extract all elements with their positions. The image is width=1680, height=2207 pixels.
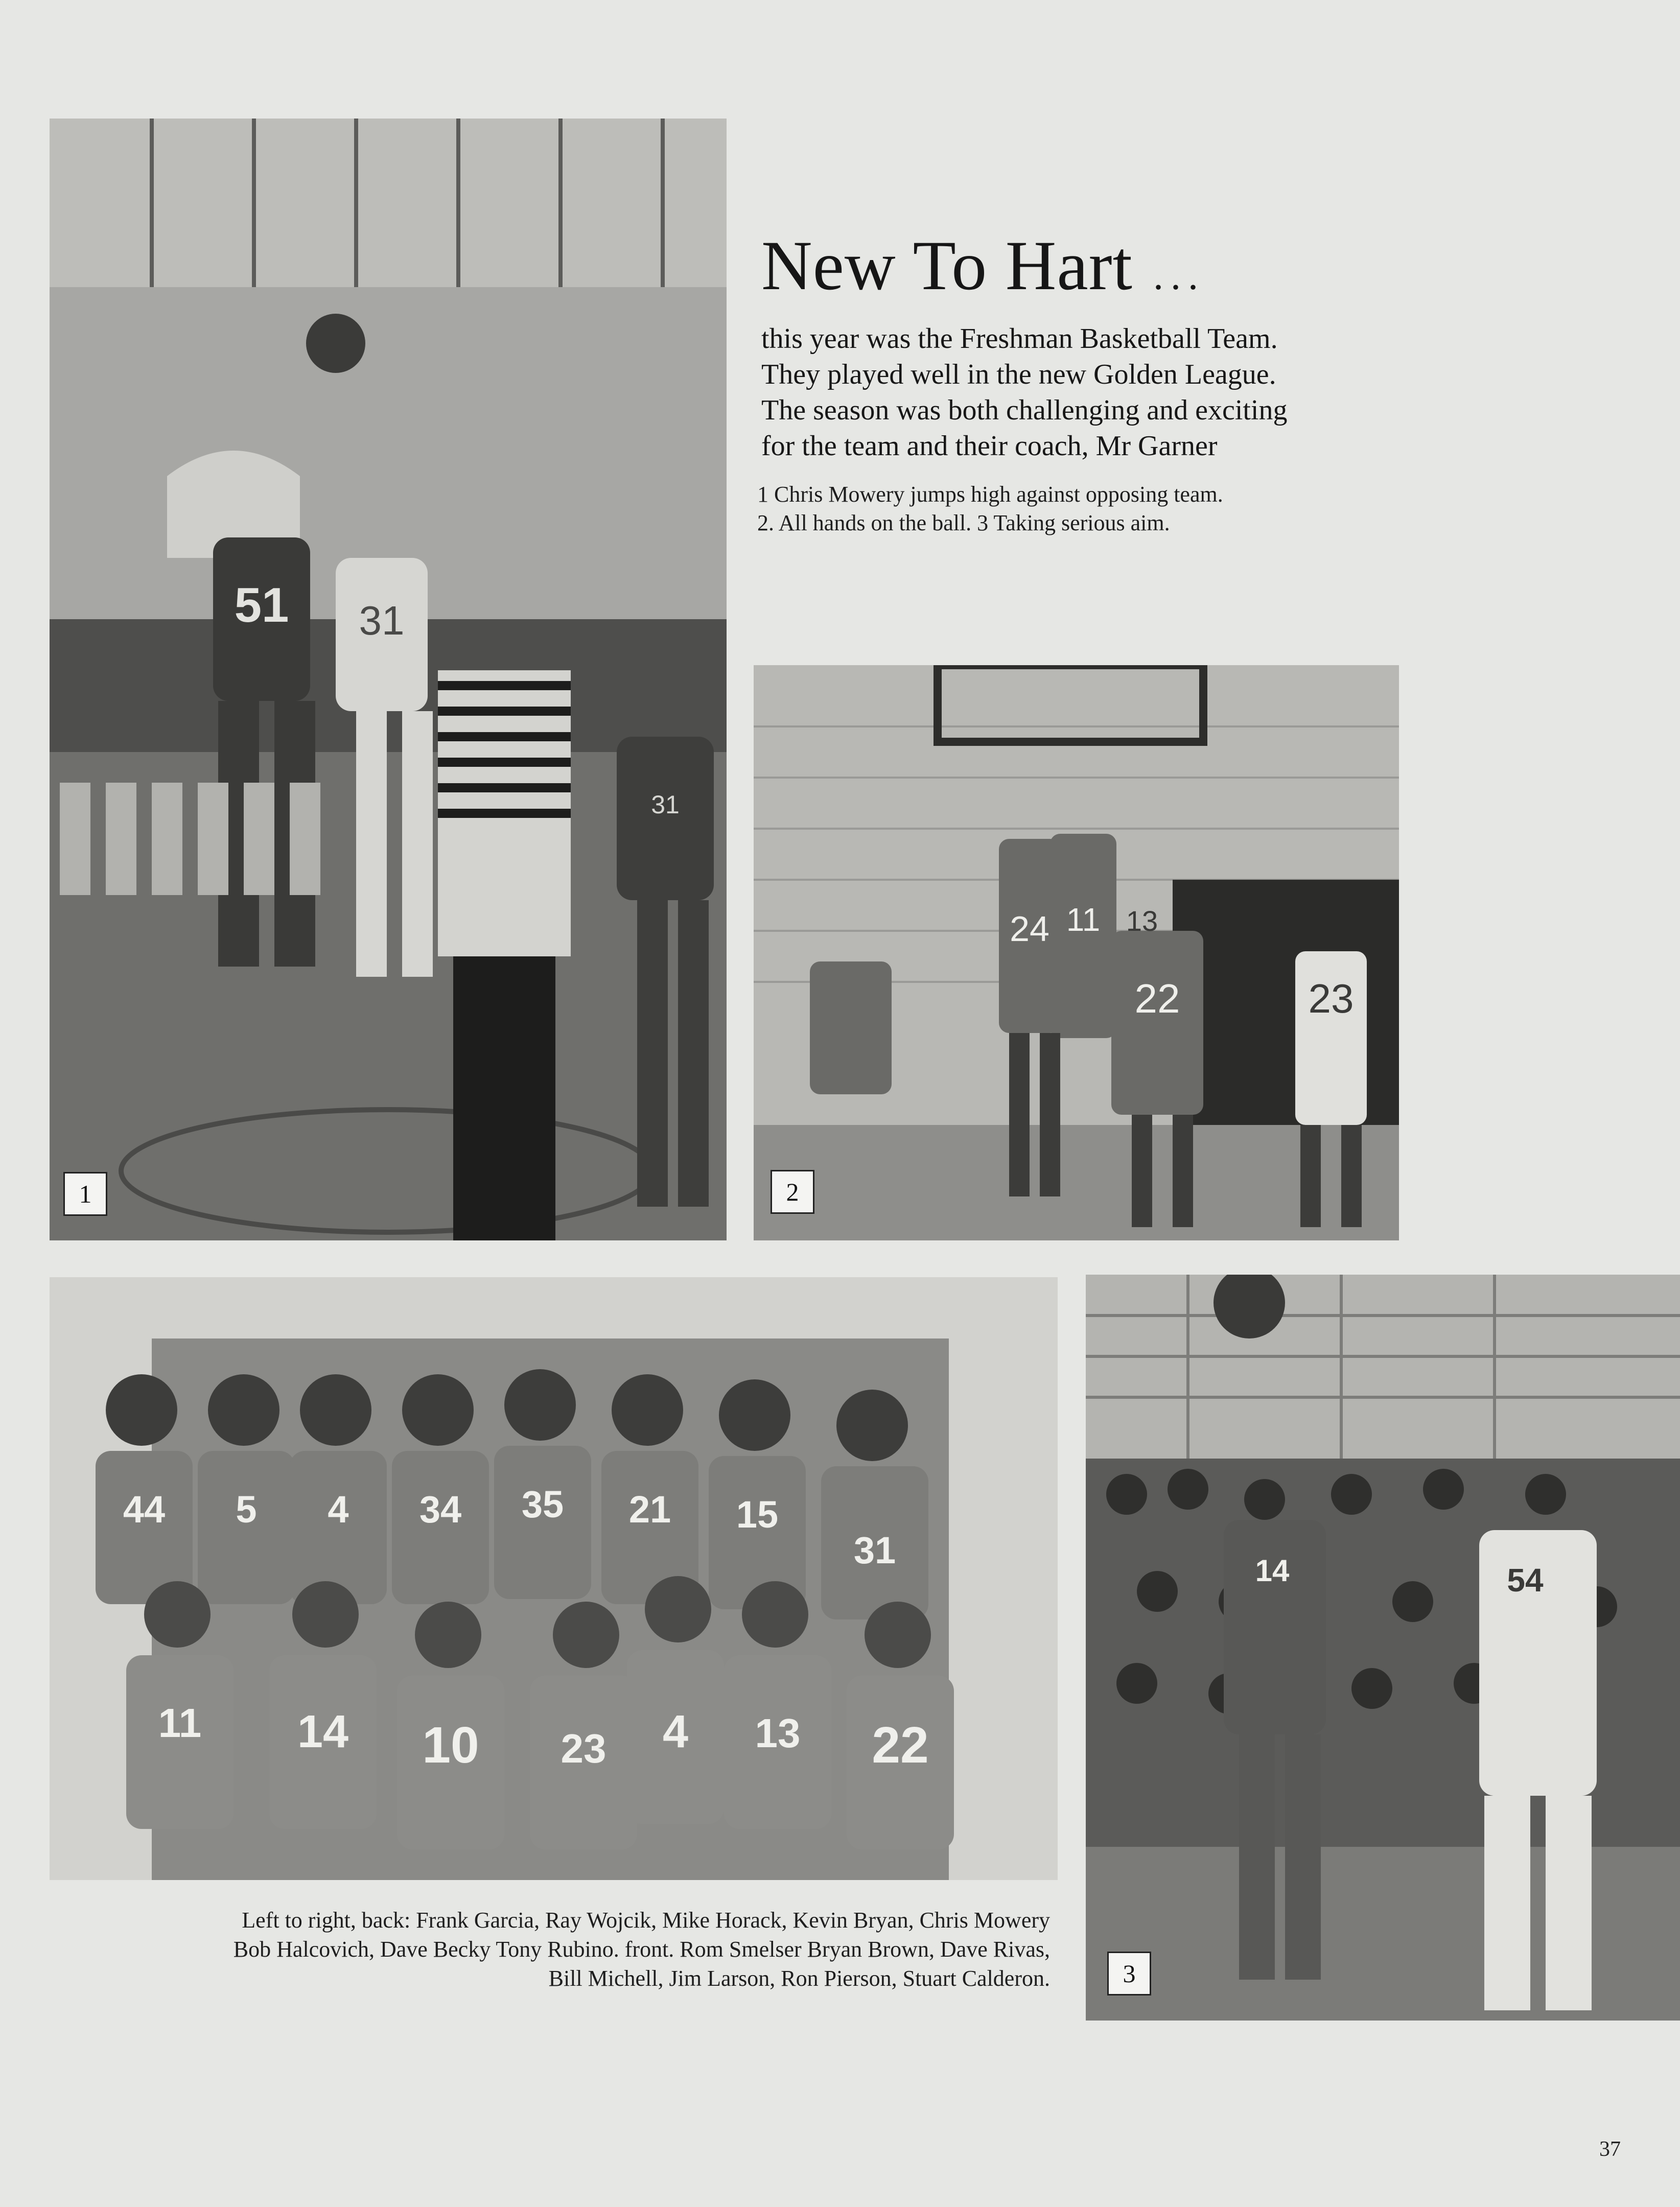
jersey-number: 13 bbox=[755, 1710, 801, 1756]
jersey-number: 44 bbox=[123, 1488, 166, 1531]
photo-team-image bbox=[50, 1277, 1058, 1880]
page-headline bbox=[761, 225, 1205, 306]
photo-shot-image bbox=[1086, 1275, 1680, 2021]
photo-jump-ball-image bbox=[50, 119, 727, 1240]
photo-jump-ball bbox=[50, 119, 727, 1240]
jersey-number: 11 bbox=[1066, 901, 1101, 938]
team-caption-line: Bill Michell, Jim Larson, Ron Pierson, Stuart Calderon. bbox=[548, 1966, 1050, 1991]
lead-line: this year was the Freshman Basketball Team. bbox=[761, 323, 1278, 355]
team-caption-line: Left to right, back: Frank Garcia, Ray Wojcik, Mike Horack, Kevin Bryan, Chris Mowery bbox=[242, 1908, 1050, 1933]
jersey-number: 24 bbox=[1010, 909, 1049, 949]
jersey-number: 4 bbox=[328, 1488, 349, 1531]
headline-title: New To Hart bbox=[761, 226, 1133, 304]
jersey-number: 13 bbox=[1126, 905, 1158, 937]
photo-rebound-image bbox=[754, 665, 1399, 1240]
jersey-number: 15 bbox=[736, 1493, 779, 1536]
photo-caption-line: 2. All hands on the ball. 3 Taking serious aim. bbox=[757, 510, 1170, 535]
page-number: 37 bbox=[1599, 2138, 1621, 2161]
team-photo-caption bbox=[41, 1906, 1050, 1993]
photo-team bbox=[50, 1277, 1058, 1880]
photo-number-badge: 2 bbox=[771, 1170, 814, 1214]
jersey-number: 51 bbox=[234, 578, 289, 632]
photo-shot bbox=[1086, 1275, 1680, 2021]
jersey-number: 11 bbox=[158, 1700, 202, 1746]
jersey-number: 54 bbox=[1507, 1562, 1544, 1599]
team-caption-line: Bob Halcovich, Dave Becky Tony Rubino. front. Rom Smelser Bryan Brown, Dave Rivas, bbox=[233, 1937, 1050, 1962]
jersey-number: 14 bbox=[297, 1706, 349, 1757]
photo-caption-line: 1 Chris Mowery jumps high against opposing team. bbox=[757, 482, 1223, 507]
jersey-number: 10 bbox=[422, 1717, 479, 1774]
jersey-number: 14 bbox=[1255, 1554, 1290, 1588]
lead-paragraph bbox=[761, 321, 1426, 464]
jersey-number: 23 bbox=[561, 1726, 606, 1771]
jersey-number: 22 bbox=[872, 1717, 929, 1774]
headline-ellipsis: ... bbox=[1153, 253, 1205, 298]
jersey-number: 23 bbox=[1308, 976, 1354, 1021]
photo-captions bbox=[757, 480, 1421, 537]
jersey-number: 5 bbox=[236, 1488, 257, 1531]
lead-line: for the team and their coach, Mr Garner bbox=[761, 430, 1218, 462]
photo-number-badge: 1 bbox=[63, 1172, 107, 1216]
jersey-number: 31 bbox=[651, 790, 680, 819]
photo-rebound bbox=[754, 665, 1399, 1240]
lead-line: The season was both challenging and exciting bbox=[761, 394, 1288, 426]
jersey-number: 22 bbox=[1134, 976, 1180, 1021]
jersey-number: 4 bbox=[662, 1706, 689, 1757]
photo-number-badge: 3 bbox=[1107, 1952, 1151, 1995]
jersey-number: 35 bbox=[521, 1483, 564, 1525]
lead-line: They played well in the new Golden League. bbox=[761, 359, 1276, 390]
jersey-number: 31 bbox=[359, 598, 405, 643]
jersey-number: 31 bbox=[853, 1529, 896, 1571]
jersey-number: 21 bbox=[628, 1488, 671, 1531]
jersey-number: 34 bbox=[419, 1488, 462, 1531]
